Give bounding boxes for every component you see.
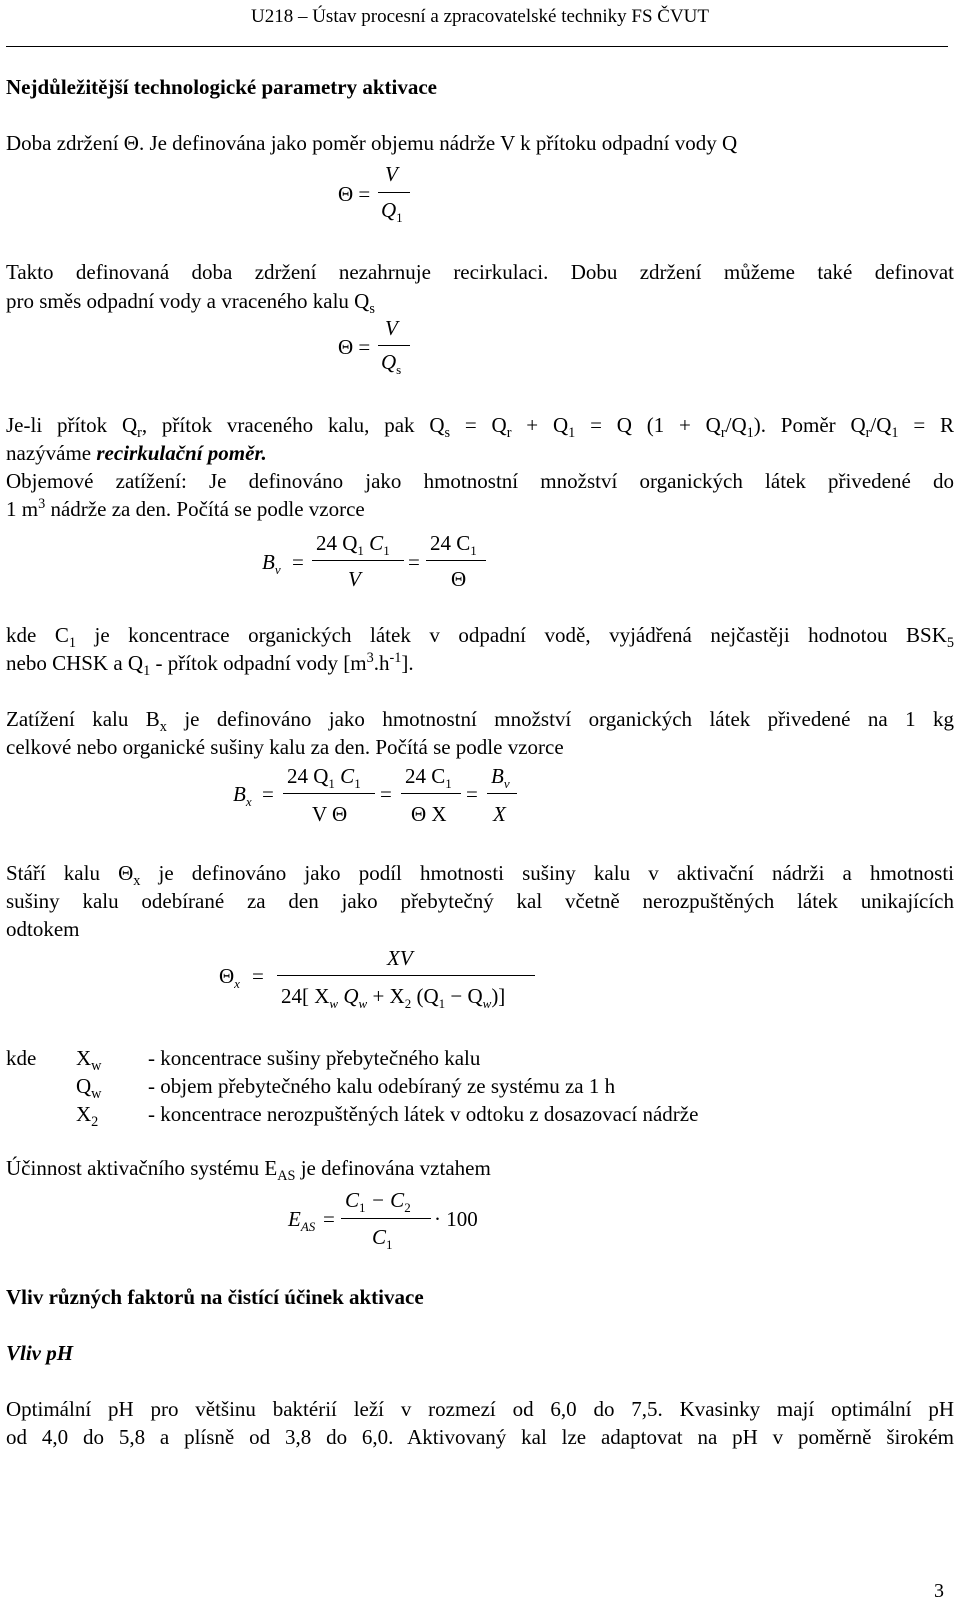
eq2-den: Q (381, 350, 397, 374)
paragraph-doba: Doba zdržení Θ. Je definována jako poměr objemu nádrže V k přítoku odpadní vody Q (6, 131, 738, 155)
eq3-bar2 (426, 560, 486, 561)
definition-symbol: $Q_w$ (76, 1074, 102, 1103)
paragraph-stari-1: Stáří kalu $\Theta_x$ je definováno jako podíl hmotnosti sušiny kalu v aktivační nádrži a hmotnosti (6, 861, 955, 890)
paragraph-objemove-2: 1 $m^3$ nádrže za den. Počítá se podle vzorce (6, 496, 365, 521)
paragraph-takto-1: Takto definovaná doba zdržení nezahrnuje recirkulaci. Dobu zdržení můžeme také definovat (6, 260, 954, 284)
subsection-heading: Vliv pH (6, 1341, 74, 1365)
page-number: 3 (934, 1580, 944, 1602)
header-rule (6, 46, 948, 47)
eq3-bar1 (312, 560, 404, 561)
eq2-lhs: Θ = (338, 335, 371, 359)
eq1-den: Q (381, 198, 397, 222)
paragraph-optimalni-2: od 4,0 do 5,8 a plísně od 3,8 do 6,0. Aktivovaný kal lze adaptovat na pH v poměrně širokém (6, 1425, 954, 1449)
paragraph-kde-1: kde $C_1$ je koncentrace organických látek v odpadní vodě, vyjádřená nejčastěji hodnotou $BSK_5$ (6, 623, 955, 652)
definition-description: - objem přebytečného kalu odebíraný ze systému za 1 h (148, 1074, 616, 1098)
paragraph-stari-2: sušiny kalu odebírané za den jako přebytečný kal včetně nerozpuštěných látek unikajících (6, 889, 954, 913)
definition-symbol: $X_2$ (76, 1102, 99, 1131)
eq2-bar (378, 345, 410, 346)
eq2-num: V (385, 316, 398, 340)
paragraph-takto-2: pro směs odpadní vody a vraceného kalu $Q_s$ (6, 289, 375, 318)
paragraph-optimalni-1: Optimální pH pro většinu baktérií leží v rozmezí od 6,0 do 7,5. Kvasinky mají optimální pH (6, 1397, 954, 1421)
term-recirkulacni-pomer: recirkulační poměr (96, 441, 262, 465)
page-header: U218 – Ústav procesní a zpracovatelské techniky FS ČVUT (250, 6, 709, 27)
eq1-lhs: Θ = (338, 182, 371, 206)
definition-label: kde (6, 1046, 37, 1070)
eq1-num: V (385, 162, 398, 186)
eq1-bar (378, 192, 410, 193)
paragraph-stari-3: odtokem (6, 917, 80, 941)
eq4-bar3 (487, 793, 517, 794)
paragraph-zatizeni-1: Zatížení kalu $B_x$ je definováno jako hmotnostní množství organických látek přivedené na 1 kg (6, 707, 954, 736)
eq6-bar (341, 1218, 431, 1219)
definition-symbol: $X_w$ (76, 1046, 102, 1075)
paragraph-jeli-1: Je-li přítok $Q_r$, přítok vraceného kalu, pak $Q_s = Q_r + Q_1 = Q$ $(1 + Q_r/Q_1)$. Poměr $Q_r/Q_1 = R$ (6, 413, 954, 442)
eq4-bar1 (283, 793, 375, 794)
paragraph-kde-2: nebo CHSK a $Q_1$ - přítok odpadní vody $[m^3.h^{-1}]$. (6, 650, 414, 680)
paragraph-jeli-2: nazýváme recirkulační poměr. (6, 441, 267, 465)
definition-description: - koncentrace nerozpuštěných látek v odtoku z dosazovací nádrže (148, 1102, 699, 1126)
eq5-bar (277, 975, 535, 976)
eq4-bar2 (401, 793, 461, 794)
paragraph-ucinnost: Účinnost aktivačního systému $E_{AS}$ je definována vztahem (6, 1156, 491, 1185)
definition-description: - koncentrace sušiny přebytečného kalu (148, 1046, 481, 1070)
section-heading-2: Vliv různých faktorů na čistící účinek aktivace (6, 1285, 424, 1309)
paragraph-zatizeni-2: celkové nebo organické sušiny kalu za den. Počítá se podle vzorce (6, 735, 564, 759)
section-heading: Nejdůležitější technologické parametry aktivace (6, 75, 437, 99)
paragraph-objemove-1: Objemové zatížení: Je definováno jako hmotnostní množství organických látek přivedené do (6, 469, 954, 493)
